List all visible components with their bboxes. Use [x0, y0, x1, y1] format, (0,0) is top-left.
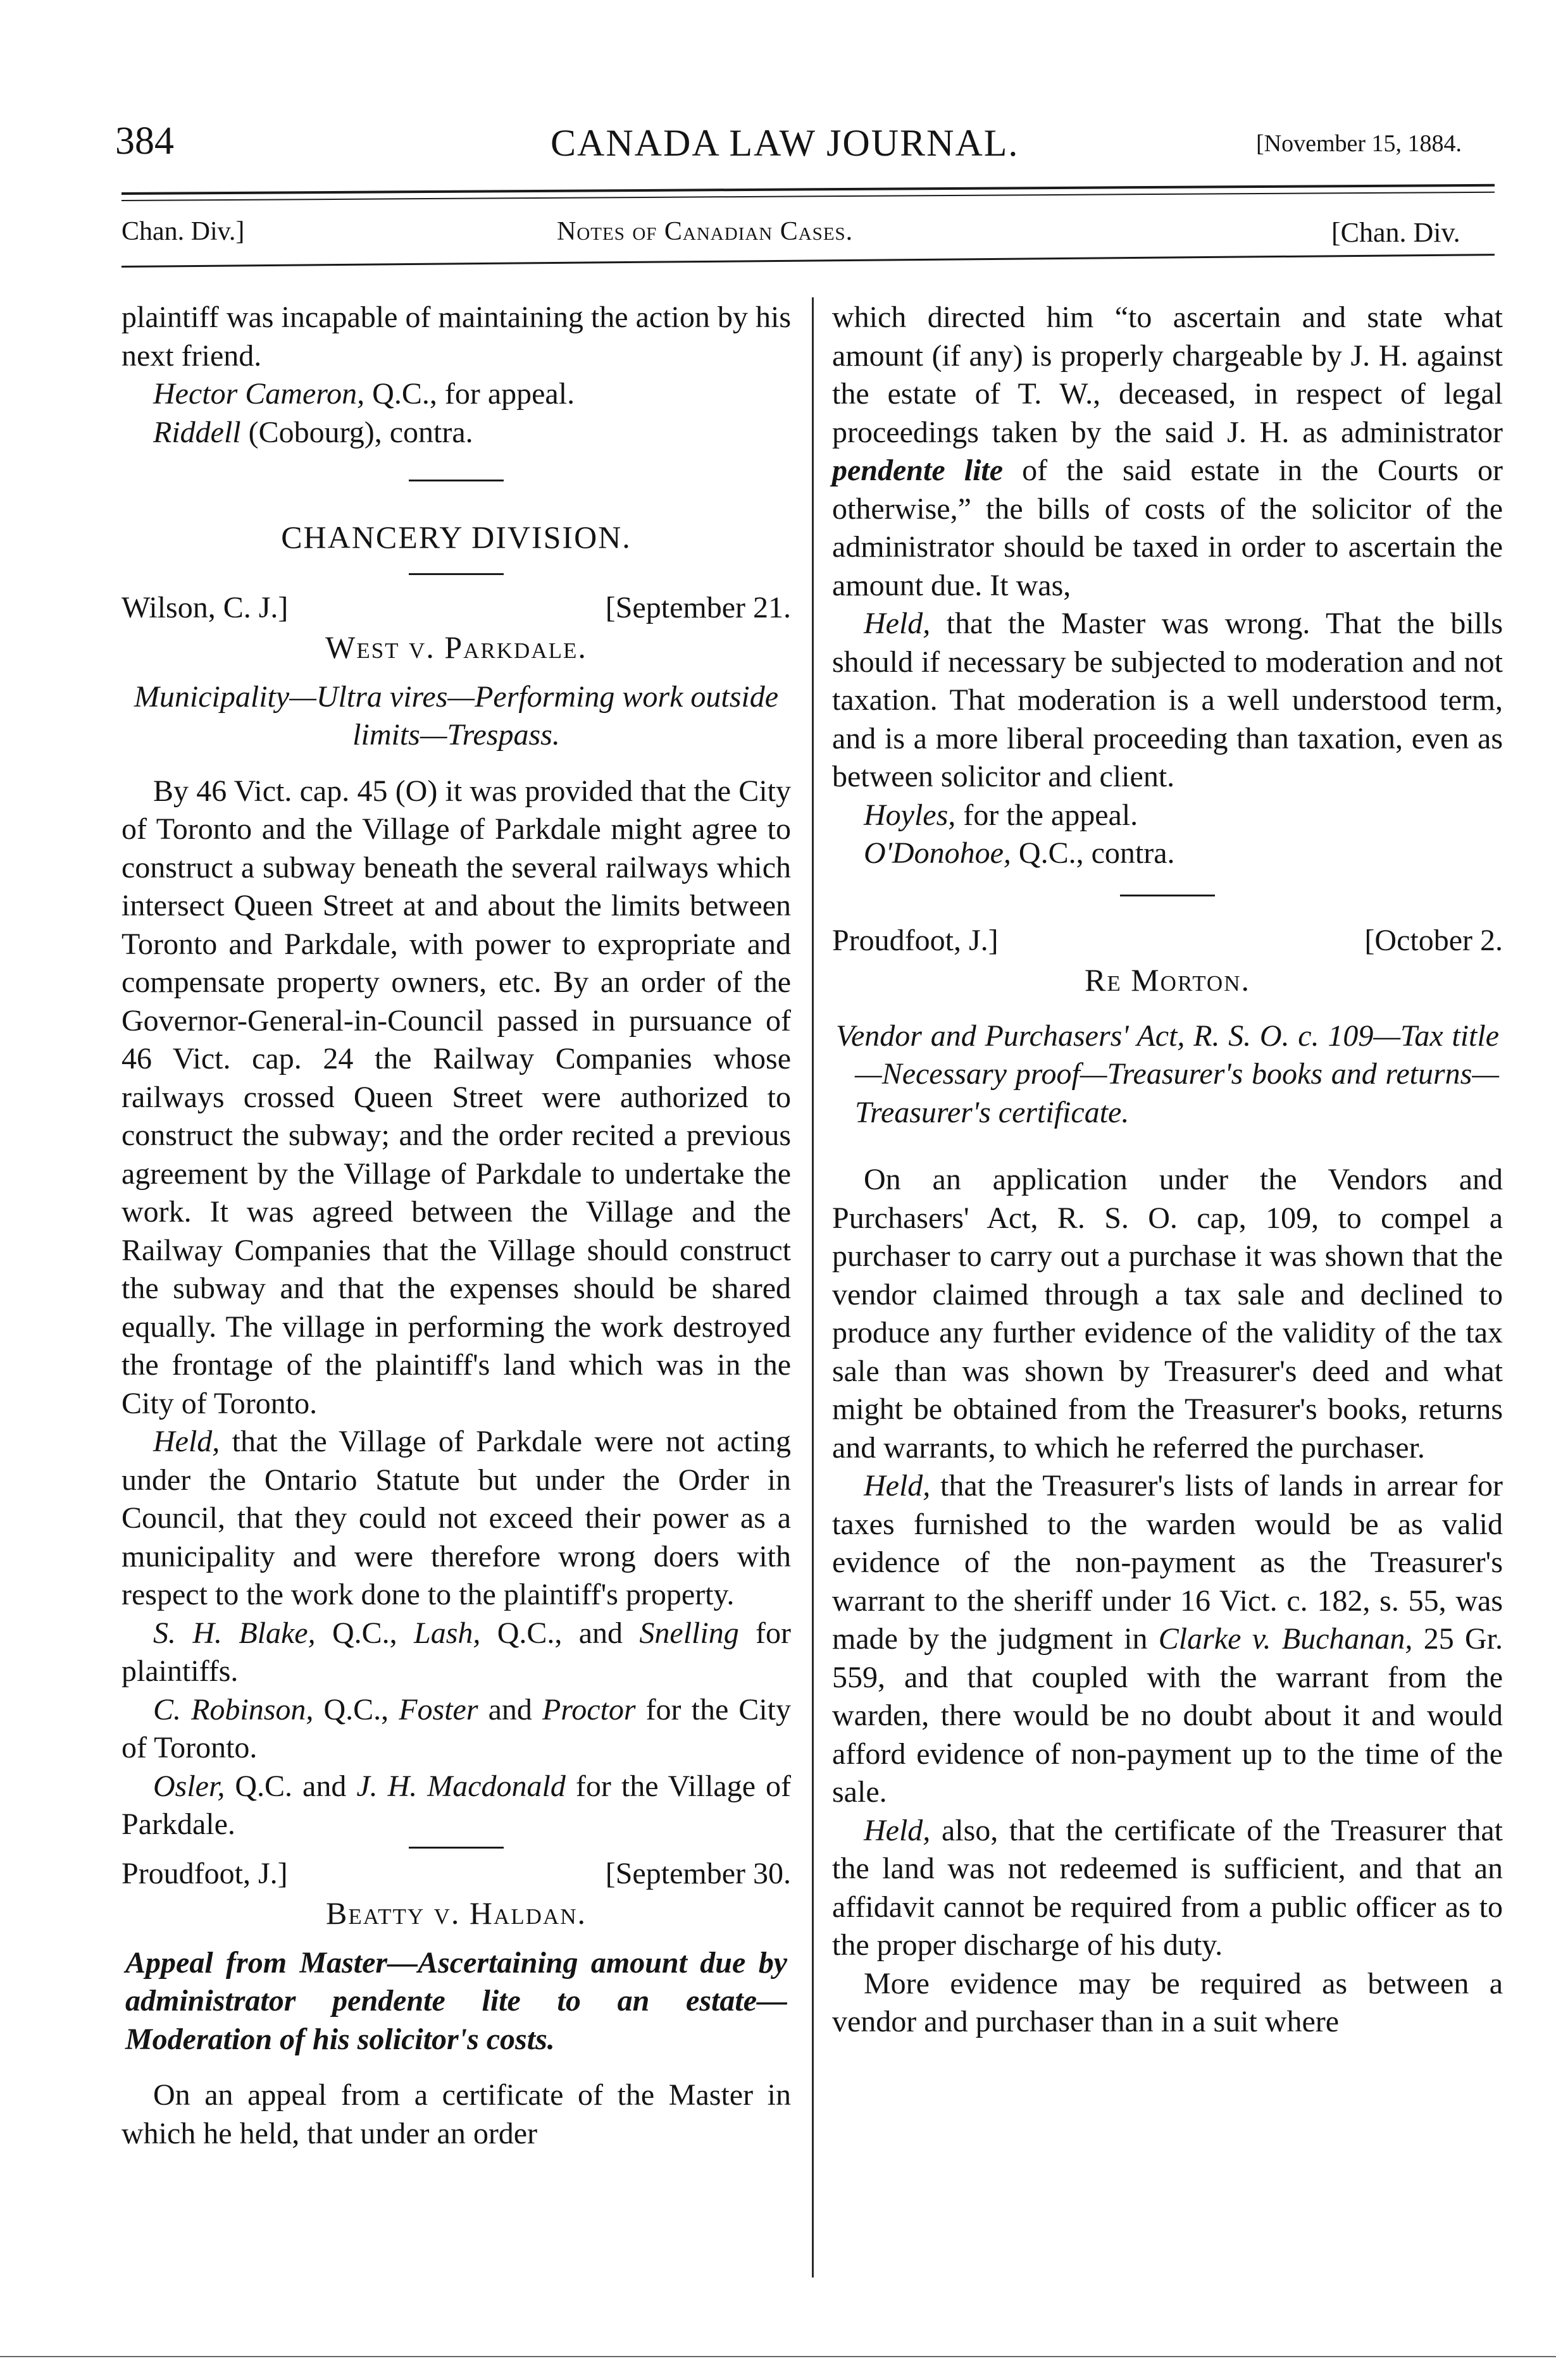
counsel-line	[121, 375, 791, 414]
held-label: Held,	[864, 1469, 931, 1503]
case-date: [September 21.	[605, 590, 791, 624]
counsel-name: Hoyles,	[864, 798, 956, 832]
case-body: On an application under the Vendors and Purchasers' Act, R. S. O. cap, 109, to compel a purchaser to carry out a purchase it was shown that the vendor claimed through a tax sale and declined to produce any further evidence of the validity of the tax sale than was shown by Treasurer's deed and what might be obtained from the Treasurer's books, returns and warrants, to which he referred the purchaser.	[832, 1163, 1503, 1465]
holding-paragraph	[832, 1812, 1503, 1965]
left-column	[121, 299, 791, 2153]
counsel-role: for the City of Toronto.	[121, 1692, 791, 1764]
page-number: 384	[115, 120, 174, 163]
case-body: On an appeal from a certificate of the Master in which he held, that under an order	[121, 2078, 791, 2150]
case-judge-line	[832, 922, 1503, 960]
journal-title: CANADA LAW JOURNAL.	[551, 122, 1019, 164]
section-separator	[409, 573, 504, 575]
section-separator	[409, 480, 504, 481]
case-judge-line	[121, 1855, 791, 1893]
latin-term: pendente lite	[832, 454, 1004, 487]
counsel-name: Snelling	[639, 1616, 739, 1650]
counsel-role: for plaintiffs.	[121, 1616, 792, 1688]
held-label: Held,	[864, 607, 931, 640]
case-date: [October 2.	[1364, 923, 1503, 957]
counsel-name: Proctor	[542, 1692, 636, 1726]
closing-paragraph: More evidence may be required as between a vendor and purchaser than in a suit where	[832, 1966, 1503, 2038]
counsel-name: C. Robinson,	[153, 1692, 314, 1726]
right-column	[832, 299, 1503, 2042]
case-subject: Appeal from Master—Ascertaining amount due by administrator pendente lite to an estate—Moderation of his solicitor's costs.	[125, 1945, 787, 2056]
running-head-center: Notes of Canadian Cases.	[557, 217, 854, 246]
judge-name: Wilson, C. J.]	[121, 590, 289, 624]
counsel-role: (Cobourg), contra.	[240, 415, 473, 449]
holding-text: also, that the certificate of the Treasurer that the land was not redeemed is sufficient, and that an affidavit cannot be required from a public officer as to the proper discharge of his duty.	[832, 1813, 1503, 1962]
counsel-line	[832, 834, 1503, 873]
paragraph-text: which directed him “to ascertain and state what amount (if any) is properly chargeable by J. H. against the estate of T. W., deceased, in respect of legal proceedings taken by the said J. H. as administrator	[832, 301, 1503, 449]
counsel-role: Q.C.,	[315, 1616, 414, 1650]
case-title: Beatty v. Haldan.	[325, 1895, 587, 1931]
court-heading: CHANCERY DIVISION.	[281, 519, 632, 555]
holding-paragraph	[121, 1423, 791, 1615]
counsel-line	[832, 796, 1503, 835]
counsel-role: for the Village of Parkdale.	[121, 1769, 792, 1841]
holding-paragraph	[832, 1467, 1503, 1812]
counsel-name: O'Donohoe,	[864, 836, 1011, 870]
holding-text: 25 Gr. 559, and that coupled with the warrant from the warden, there would be no doubt about it and would afford evidence of non-payment up to the time of the sale.	[832, 1622, 1503, 1809]
running-head-rule	[121, 254, 1495, 268]
counsel-role: for the appeal.	[955, 798, 1138, 832]
bottom-edge-rule	[0, 2356, 1556, 2357]
case-subject: Municipality—Ultra vires—Performing work outside limits—Trespass.	[134, 679, 779, 752]
case-title: West v. Parkdale.	[325, 629, 587, 665]
case-title: Re Morton.	[1084, 962, 1250, 998]
case-judge-line	[121, 589, 791, 628]
case-subject: Vendor and Purchasers' Act, R. S. O. c. 109—Tax title—Necessary proof—Treasurer's books and returns—Treasurer's certificate.	[836, 1019, 1499, 1129]
counsel-line	[121, 1615, 791, 1691]
held-label: Held,	[864, 1813, 931, 1847]
section-separator	[409, 1847, 504, 1849]
continued-paragraph	[832, 299, 1503, 605]
counsel-line	[121, 1691, 791, 1768]
judge-name: Proudfoot, J.]	[121, 1856, 288, 1890]
counsel-role: Q.C., for appeal.	[364, 377, 575, 411]
counsel-line	[121, 414, 791, 452]
holding-text: that the Treasurer's lists of lands in arrear for taxes furnished to the warden would be as valid evidence of the non-payment as the Treasurer's warrant to the sheriff under 16 Vict. c. 182, s. 55, was made by the judgment in	[832, 1469, 1503, 1656]
counsel-name: Lash,	[414, 1616, 481, 1650]
case-body: By 46 Vict. cap. 45 (O) it was provided that the City of Toronto and the Village of Parkdale might agree to construct a subway beneath the several railways which intersect Queen Street at and about the limits between Toronto and Parkdale, with power to expropriate and compensate property owners, etc. By an order of the Governor-General-in-Council passed in pursuance of 46 Vict. cap. 24 the Railway Companies whose railways crossed Queen Street were authorized to construct the subway; and the order recited a previous agreement by the Village of Parkdale to undertake the work. It was agreed between the Village and the Railway Companies that the Village should construct the subway and that the expenses should be shared equally. The village in performing the work destroyed the frontage of the plaintiff's land which was in the City of Toronto.	[121, 774, 791, 1420]
counsel-role: Q.C., and	[480, 1616, 640, 1650]
holding-paragraph	[832, 605, 1503, 796]
continued-paragraph: plaintiff was incapable of maintaining the action by his next friend.	[121, 301, 791, 373]
held-label: Held,	[153, 1425, 220, 1458]
paragraph-text: of the said estate in the Courts or otherwise,” the bills of costs of the solicitor of the administrator should be taxed in order to ascertain the amount due. It was,	[832, 454, 1503, 602]
section-separator	[1120, 895, 1215, 896]
running-head-left: Chan. Div.]	[121, 217, 245, 246]
issue-date: [November 15, 1884.	[1256, 130, 1462, 157]
case-date: [September 30.	[605, 1856, 791, 1890]
counsel-role: Q.C.,	[313, 1692, 399, 1726]
counsel-line	[121, 1768, 791, 1844]
counsel-name: Foster	[399, 1692, 478, 1726]
holding-text: that the Village of Parkdale were not acting under the Ontario Statute but under the Order in Council, that they could not exceed their power as a municipality and were therefore wrong doers with respect to the work done to the plaintiff's property.	[121, 1425, 791, 1611]
counsel-role: Q.C., contra.	[1011, 836, 1175, 870]
counsel-name: J. H. Macdonald	[356, 1769, 566, 1803]
counsel-name: S. H. Blake,	[153, 1616, 316, 1650]
holding-text: that the Master was wrong. That the bills should if necessary be subjected to moderation and not taxation. That moderation is a well understood term, and is a more liberal proceeding than taxation, even as between solicitor and client.	[832, 607, 1503, 793]
column-divider	[812, 297, 814, 2278]
judge-name: Proudfoot, J.]	[832, 923, 999, 957]
counsel-name: Hector Cameron,	[153, 377, 365, 411]
counsel-role: Q.C. and	[225, 1769, 357, 1803]
counsel-name: Osler,	[153, 1769, 225, 1803]
running-head-right: [Chan. Div.	[1331, 217, 1460, 248]
counsel-role: and	[478, 1692, 542, 1726]
counsel-name: Riddell	[153, 415, 241, 449]
case-citation: Clarke v. Buchanan,	[1158, 1622, 1413, 1656]
